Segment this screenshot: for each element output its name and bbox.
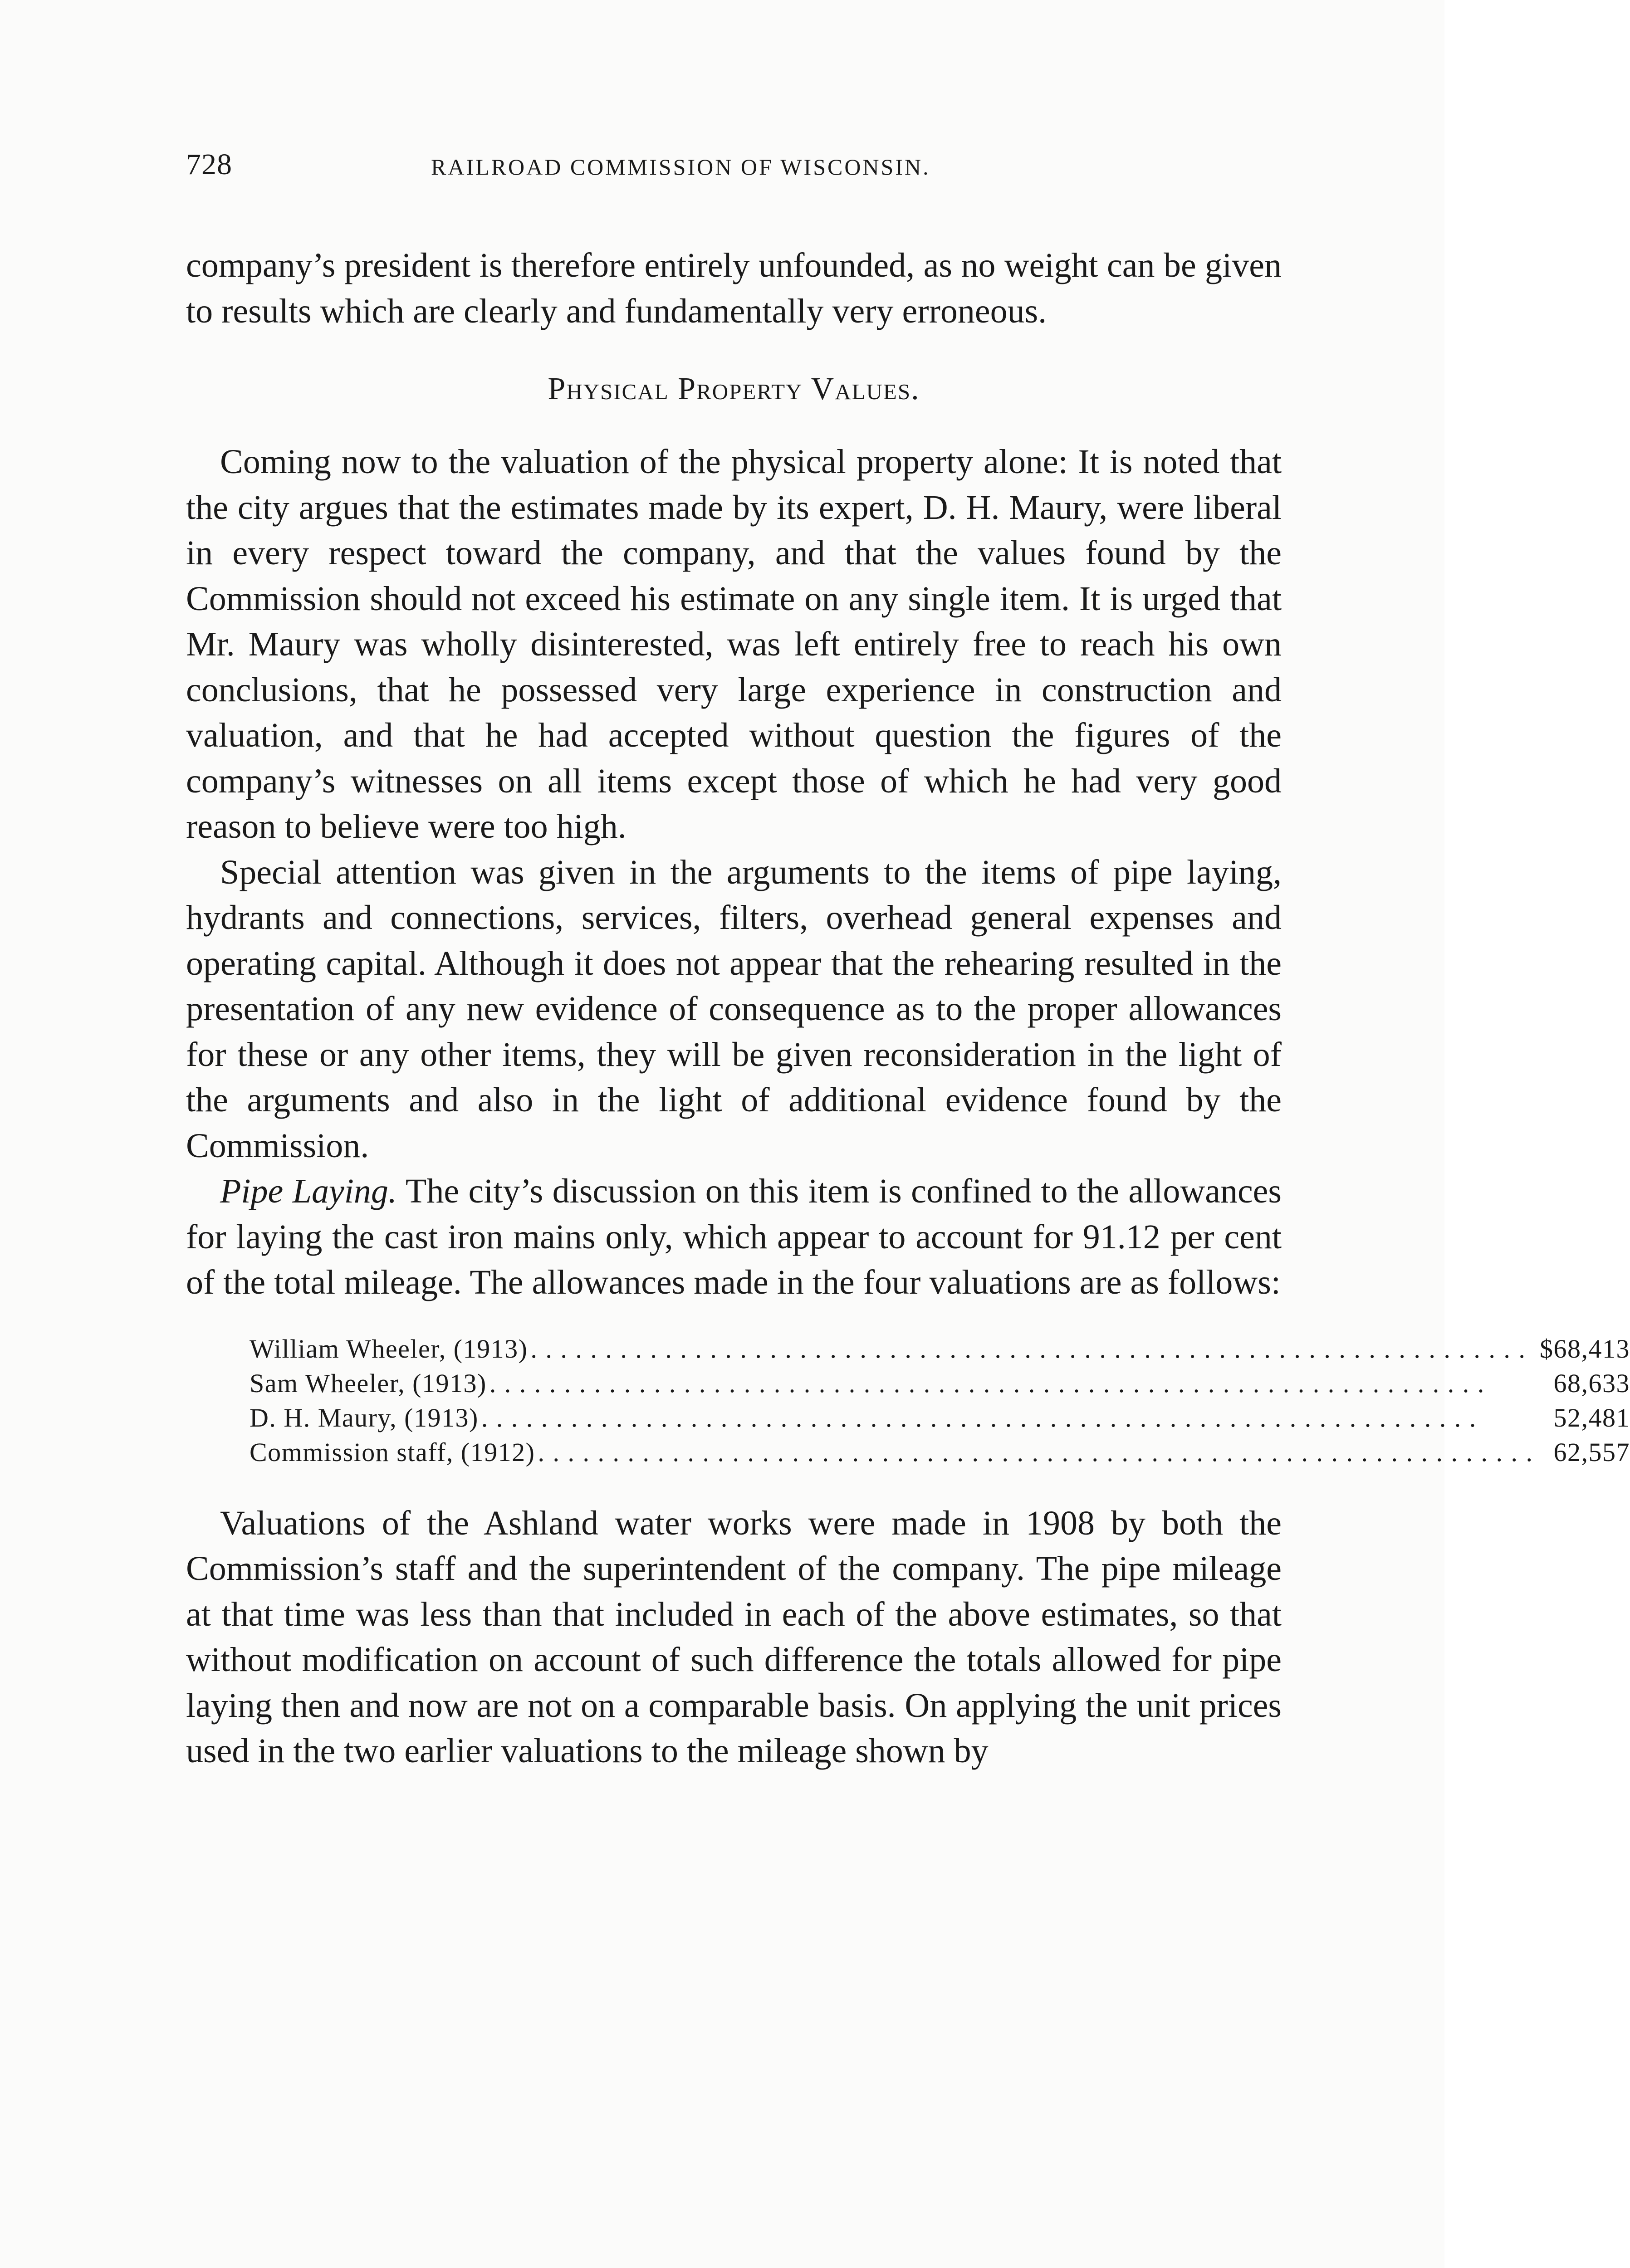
valuation-name: D. H. Maury, (1913) <box>250 1403 481 1432</box>
paragraph-coming-now: Coming now to the valuation of the physical property alone: It is noted that the city argues that the estimates made by its expert, D. H. Maury, were liberal in every respect toward the company, and that the values found by the Commission should not exceed his estimate on any single item. It is urged that Mr. Maury was wholly disinterested, was left entirely free to reach his own conclusions, that he possessed very large experience in construction and valuation, and that he had accepted without question the figures of the company’s witnesses on all items except those of which he had very good reason to believe were too high. <box>186 443 1282 846</box>
valuation-amount: 52,481 <box>1553 1403 1630 1432</box>
valuation-amount: 62,557 <box>1553 1437 1630 1467</box>
valuation-name: Sam Wheeler, (1913) <box>250 1369 489 1398</box>
paragraph-valuations-ashland: Valuations of the Ashland water works were made in 1908 by both the Commission’s staff and the superintendent of the company. The pipe mileage at that time was less than that included in each of the above estimates, so that without modification on account of such difference the totals allowed for pipe laying then and now are not on a comparable basis. On applying the unit prices used in the two earlier valuations to the mileage shown by <box>186 1504 1282 1770</box>
table-row <box>250 1366 1630 1401</box>
valuation-name: Commission staff, (1912) <box>250 1437 538 1467</box>
valuation-name: William Wheeler, (1913) <box>250 1334 530 1364</box>
body-text <box>186 243 1630 1774</box>
valuation-amount: 68,633 <box>1553 1368 1630 1398</box>
section-heading-physical-property-values: Physical Property Values. <box>548 371 920 406</box>
valuation-table <box>250 1332 1630 1470</box>
valuation-name-cell <box>250 1366 1533 1401</box>
page-number: 728 <box>186 148 232 181</box>
paragraph-continuation: company’s president is therefore entirely unfounded, as no weight can be given to results which are clearly and fundamentally very erroneous. <box>186 246 1282 330</box>
running-title: RAILROAD COMMISSION OF WISCONSIN. <box>431 154 930 180</box>
valuation-name-cell <box>250 1332 1533 1366</box>
valuation-amount: $68,413 <box>1539 1334 1630 1364</box>
pipe-laying-text: The city’s discussion on this item is confined to the allowances for laying the cast iron mains only, which appear to account for 91.12 per cent of the total mileage. The allowances made in the four valuations are as follows: <box>186 1172 1282 1301</box>
valuation-name-cell <box>250 1435 1533 1470</box>
running-header <box>186 147 1275 197</box>
paragraph-pipe-laying <box>186 1168 1282 1305</box>
table-row <box>250 1332 1630 1366</box>
paragraph-special-attention: Special attention was given in the arguments to the items of pipe laying, hydrants and connections, services, filters, overhead general expenses and operating capital. Although it does not appear that the rehearing resulted in the presentation of any new evidence of consequence as to the proper allowances for these or any other items, they will be given reconsideration in the light of the arguments and also in the light of additional evidence found by the Commission. <box>186 853 1282 1165</box>
table-row <box>250 1435 1630 1470</box>
table-row <box>250 1401 1630 1435</box>
valuation-name-cell <box>250 1401 1533 1435</box>
pipe-laying-run-in-heading: Pipe Laying. <box>220 1172 397 1210</box>
